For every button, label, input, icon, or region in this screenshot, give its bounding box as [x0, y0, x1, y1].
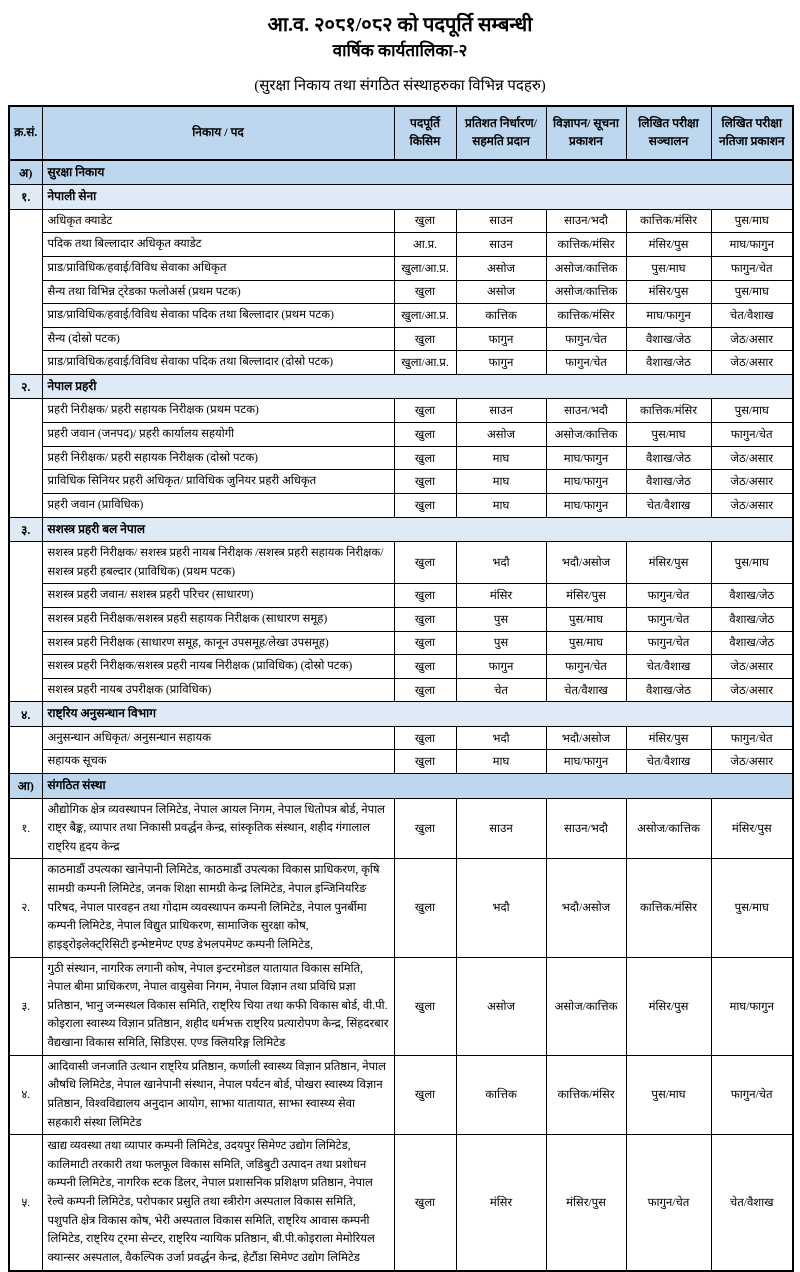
position-name-cell: सहायक सूचक — [42, 750, 394, 774]
position-name-cell: प्रहरी निरीक्षक/ प्रहरी सहायक निरीक्षक (प्रथम पटक) — [42, 399, 394, 423]
fill-type-cell: खुला — [394, 798, 456, 859]
fill-type-cell: खुला — [394, 957, 456, 1055]
advert-notice-cell: मंसिर/पुस — [546, 1135, 626, 1271]
result-publish-cell: वैशाख/जेठ — [711, 607, 793, 631]
result-publish-cell: माघ/फागुन — [711, 233, 793, 257]
serial-spacer-cell — [9, 399, 42, 517]
position-name-cell: अधिकृत क्याडेट — [42, 209, 394, 233]
percent-consent-cell: चेत — [456, 678, 546, 702]
col-header-body-position: निकाय / पद — [42, 106, 394, 160]
fill-type-cell: खुला — [394, 584, 456, 608]
fill-type-cell: खुला — [394, 1135, 456, 1271]
written-exam-cell: फागुन/चेत — [626, 631, 711, 655]
fill-type-cell: खुला — [394, 423, 456, 447]
serial-number-cell: ५. — [9, 1135, 42, 1271]
position-name-cell: सशस्त्र प्रहरी निरीक्षक/ सशस्त्र प्रहरी नायब निरीक्षक /सशस्त्र प्रहरी सहायक निरीक्षक/सशस्त्र प्रहरी हबल्दार (प्राविधिक) (प्रथम पटक) — [42, 542, 394, 584]
table-row — [9, 859, 793, 957]
table-row — [9, 423, 793, 447]
subsection-marker-cell: ४. — [9, 702, 42, 726]
written-exam-cell: वैशाख/जेठ — [626, 327, 711, 351]
table-row — [9, 280, 793, 304]
col-header-fill-type: पदपूर्ति किसिम — [394, 106, 456, 160]
written-exam-cell: वैशाख/जेठ — [626, 446, 711, 470]
percent-consent-cell: पुस — [456, 607, 546, 631]
result-publish-cell: जेठ/असार — [711, 678, 793, 702]
result-publish-cell: जेठ/असार — [711, 327, 793, 351]
fill-type-cell: खुला/आ.प्र. — [394, 256, 456, 280]
fill-type-cell: आ.प्र. — [394, 233, 456, 257]
table-row — [9, 233, 793, 257]
fill-type-cell: खुला — [394, 1055, 456, 1135]
table-row — [9, 351, 793, 375]
table-row — [9, 655, 793, 679]
subsection-title-cell: राष्ट्रिय अनुसन्धान विभाग — [42, 702, 793, 726]
advert-notice-cell: फागुन/चेत — [546, 655, 626, 679]
written-exam-cell: मंसिर/पुस — [626, 542, 711, 584]
written-exam-cell: वैशाख/जेठ — [626, 678, 711, 702]
advert-notice-cell: भदौ/असोज — [546, 542, 626, 584]
advert-notice-cell: फागुन/चेत — [546, 351, 626, 375]
advert-notice-cell: साउन/भदौ — [546, 798, 626, 859]
percent-consent-cell: मंसिर — [456, 584, 546, 608]
written-exam-cell: फागुन/चेत — [626, 607, 711, 631]
fill-type-cell: खुला — [394, 678, 456, 702]
fill-type-cell: खुला — [394, 446, 456, 470]
table-row — [9, 399, 793, 423]
result-publish-cell: वैशाख/जेठ — [711, 631, 793, 655]
advert-notice-cell: चेत/वैशाख — [546, 678, 626, 702]
position-name-cell: पदिक तथा बिल्लादार अधिकृत क्याडेट — [42, 233, 394, 257]
table-row — [9, 542, 793, 584]
advert-notice-cell: माघ/फागुन — [546, 750, 626, 774]
result-publish-cell: चेत/वैशाख — [711, 1135, 793, 1271]
percent-consent-cell: साउन — [456, 399, 546, 423]
advert-notice-cell: असोज/कात्तिक — [546, 256, 626, 280]
position-name-cell: सशस्त्र प्रहरी जवान/ सशस्त्र प्रहरी परिचर (साधारण) — [42, 584, 394, 608]
advert-notice-cell: मंसिर/पुस — [546, 584, 626, 608]
table-row — [9, 327, 793, 351]
position-name-cell: सशस्त्र प्रहरी निरीक्षक/सशस्त्र प्रहरी नायब निरीक्षक (प्राविधिक) (दोस्रो पटक) — [42, 655, 394, 679]
fill-type-cell: खुला — [394, 655, 456, 679]
position-name-cell: सशस्त्र प्रहरी नायब उपरीक्षक (प्राविधिक) — [42, 678, 394, 702]
document-title-line1: आ.व. २०८१/०८२ को पदपूर्ति सम्बन्धी — [267, 14, 533, 36]
fill-type-cell: खुला — [394, 859, 456, 957]
result-publish-cell: पुस/माघ — [711, 542, 793, 584]
result-publish-cell: जेठ/असार — [711, 470, 793, 494]
position-name-cell: सैन्य तथा विभिन्न ट्रेडका फलोअर्स (प्रथम पटक) — [42, 280, 394, 304]
table-row — [9, 256, 793, 280]
advert-notice-cell: पुस/माघ — [546, 631, 626, 655]
percent-consent-cell: साउन — [456, 209, 546, 233]
position-name-cell: सशस्त्र प्रहरी निरीक्षक/सशस्त्र प्रहरी सहायक निरीक्षक (साधारण समूह) — [42, 607, 394, 631]
serial-spacer-cell — [9, 209, 42, 374]
organization-list-cell: काठमाडौं उपत्यका खानेपानी लिमिटेड, काठमाडौं उपत्यका विकास प्राधिकरण, कृषि सामग्री कम्पनी लिमिटेड, जनक शिक्षा सामग्री केन्द्र लिमिटेड, नेपाल इन्जिनियरिङ परिषद, नेपाल पारवहन तथा गोदाम व्यवस्थापन कम्पनी लिमिटेड, नेपाल पुनर्बीमा कम्पनी लिमिटेड, नेपाल विद्युत प्राधिकरण, सामाजिक सुरक्षा कोष, हाइड्रोइलेक्ट्रिसिटी इन्भेष्टमेण्ट एण्ड डेभलपमेण्ट कम्पनी लिमिटेड, — [42, 859, 394, 957]
result-publish-cell: जेठ/असार — [711, 351, 793, 375]
table-row — [9, 678, 793, 702]
fill-type-cell: खुला/आ.प्र. — [394, 351, 456, 375]
advert-notice-cell: कात्तिक/मंसिर — [546, 1055, 626, 1135]
subsection-row — [9, 375, 793, 399]
section-row — [9, 774, 793, 798]
col-header-advert-notice: विज्ञापन/ सूचना प्रकाशन — [546, 106, 626, 160]
serial-number-cell: ४. — [9, 1055, 42, 1135]
percent-consent-cell: पुस — [456, 631, 546, 655]
advert-notice-cell: माघ/फागुन — [546, 446, 626, 470]
organization-list-cell: आदिवासी जनजाति उत्थान राष्ट्रिय प्रतिष्ठान, कर्णाली स्वास्थ्य विज्ञान प्रतिष्ठान, नेपाल औषधि लिमिटेड, नेपाल खानेपानी संस्थान, नेपाल पर्यटन बोर्ड, पोखरा स्वास्थ्य विज्ञान प्रतिष्ठान, विश्वविद्यालय अनुदान आयोग, साझा यातायात, साझा स्वास्थ्य सेवा सहकारी संस्था लिमिटेड — [42, 1055, 394, 1135]
percent-consent-cell: कात्तिक — [456, 1055, 546, 1135]
written-exam-cell: वैशाख/जेठ — [626, 470, 711, 494]
result-publish-cell: जेठ/असार — [711, 446, 793, 470]
percent-consent-cell: माघ — [456, 446, 546, 470]
result-publish-cell: पुस/माघ — [711, 859, 793, 957]
table-row — [9, 1135, 793, 1271]
written-exam-cell: मंसिर/पुस — [626, 957, 711, 1055]
percent-consent-cell: असोज — [456, 256, 546, 280]
fill-type-cell: खुला — [394, 470, 456, 494]
section-title-cell: संगठित संस्था — [42, 774, 793, 798]
result-publish-cell: फागुन/चेत — [711, 726, 793, 750]
fill-type-cell: खुला — [394, 607, 456, 631]
table-row — [9, 750, 793, 774]
col-header-percent-consent: प्रतिशत निर्धारण/ सहमति प्रदान — [456, 106, 546, 160]
subsection-title-cell: सशस्त्र प्रहरी बल नेपाल — [42, 517, 793, 541]
position-name-cell: प्राड/प्राविधिक/हवाई/विविध सेवाका पदिक तथा बिल्लादार (प्रथम पटक) — [42, 304, 394, 328]
recruitment-schedule-table — [8, 105, 794, 1272]
subsection-row — [9, 702, 793, 726]
table-row — [9, 493, 793, 517]
fill-type-cell: खुला — [394, 726, 456, 750]
advert-notice-cell: असोज/कात्तिक — [546, 957, 626, 1055]
written-exam-cell: कात्तिक/मंसिर — [626, 399, 711, 423]
position-name-cell: प्राड/प्राविधिक/हवाई/विविध सेवाका पदिक तथा बिल्लादार (दोस्रो पटक) — [42, 351, 394, 375]
written-exam-cell: चेत/वैशाख — [626, 655, 711, 679]
written-exam-cell: पुस/माघ — [626, 256, 711, 280]
serial-spacer-cell — [9, 726, 42, 773]
section-marker-cell: आ) — [9, 774, 42, 798]
subsection-row — [9, 517, 793, 541]
result-publish-cell: माघ/फागुन — [711, 957, 793, 1055]
subsection-marker-cell: १. — [9, 185, 42, 209]
table-row — [9, 209, 793, 233]
percent-consent-cell: साउन — [456, 798, 546, 859]
written-exam-cell: वैशाख/जेठ — [626, 351, 711, 375]
header-row — [9, 106, 793, 160]
document-subtitle: (सुरक्षा निकाय तथा संगठित संस्थाहरुका विभिन्न पदहरु) — [254, 77, 546, 94]
serial-spacer-cell — [9, 542, 42, 702]
result-publish-cell: वैशाख/जेठ — [711, 584, 793, 608]
table-header — [9, 106, 793, 160]
subsection-marker-cell: २. — [9, 375, 42, 399]
document-title-line2: वार्षिक कार्यतालिका-२ — [332, 41, 468, 60]
percent-consent-cell: भदौ — [456, 859, 546, 957]
percent-consent-cell: फागुन — [456, 351, 546, 375]
subsection-row — [9, 185, 793, 209]
percent-consent-cell: असोज — [456, 957, 546, 1055]
written-exam-cell: फागुन/चेत — [626, 584, 711, 608]
fill-type-cell: खुला/आ.प्र. — [394, 304, 456, 328]
col-header-written-exam: लिखित परीक्षा सञ्चालन — [626, 106, 711, 160]
advert-notice-cell: साउन/भदौ — [546, 399, 626, 423]
result-publish-cell: जेठ/असार — [711, 750, 793, 774]
result-publish-cell: जेठ/असार — [711, 655, 793, 679]
advert-notice-cell: कात्तिक/मंसिर — [546, 233, 626, 257]
result-publish-cell: फागुन/चेत — [711, 1055, 793, 1135]
section-marker-cell: अ) — [9, 160, 42, 185]
table-row — [9, 1055, 793, 1135]
result-publish-cell: पुस/माघ — [711, 209, 793, 233]
result-publish-cell: जेठ/असार — [711, 493, 793, 517]
written-exam-cell: पुस/माघ — [626, 423, 711, 447]
fill-type-cell: खुला — [394, 493, 456, 517]
written-exam-cell: माघ/फागुन — [626, 304, 711, 328]
table-row — [9, 607, 793, 631]
subsection-marker-cell: ३. — [9, 517, 42, 541]
written-exam-cell: पुस/माघ — [626, 1055, 711, 1135]
organization-list-cell: खाद्य व्यवस्था तथा व्यापार कम्पनी लिमिटेड, उदयपुर सिमेण्ट उद्योग लिमिटेड, कालिमाटी तरकारी तथा फलफूल विकास समिति, जडिबुटी उत्पादन तथा प्रशोधन कम्पनी लिमिटेड, नागरिक स्टक डिलर, नेपाल प्रशासनिक प्रशिक्षण प्रतिष्ठान, नेपाल रेल्वे कम्पनी लिमिटेड, परोपकार प्रसुति तथा स्त्रीरोग अस्पताल विकास समिति, पशुपति क्षेत्र विकास कोष, भेरी अस्पताल विकास समिति, राष्ट्रिय आवास कम्पनी लिमिटेड, राष्ट्रिय ट्रमा सेन्टर, राष्ट्रिय न्यायिक प्रतिष्ठान, बी.पी.कोइराला मेमोरियल क्यान्सर अस्पताल, वैकल्पिक उर्जा प्रवर्द्धन केन्द्र, हेटौंडा सिमेण्ट उद्योग लिमिटेड — [42, 1135, 394, 1271]
percent-consent-cell: माघ — [456, 750, 546, 774]
organization-list-cell: गुठी संस्थान, नागरिक लगानी कोष, नेपाल इन्टरमोडल यातायात विकास समिति, नेपाल बीमा प्राधिकरण, नेपाल वायुसेवा निगम, नेपाल विज्ञान तथा प्रविधि प्रज्ञा प्रतिष्ठान, भानु जन्मस्थल विकास समिति, राष्ट्रिय चिया तथा कफी विकास बोर्ड, वी.पी. कोइराला स्वास्थ्य विज्ञान प्रतिष्ठान, शहीद धर्मभक्त राष्ट्रिय प्रत्यारोपण केन्द्र, सिंहदरबार वैद्यखाना विकास समिति, सिडिएस. एण्ड क्लियरिङ्ग लिमिटेड — [42, 957, 394, 1055]
table-row — [9, 957, 793, 1055]
written-exam-cell: चेत/वैशाख — [626, 750, 711, 774]
fill-type-cell: खुला — [394, 399, 456, 423]
fill-type-cell: खुला — [394, 327, 456, 351]
advert-notice-cell: भदौ/असोज — [546, 859, 626, 957]
advert-notice-cell: माघ/फागुन — [546, 470, 626, 494]
result-publish-cell: पुस/माघ — [711, 399, 793, 423]
fill-type-cell: खुला — [394, 631, 456, 655]
serial-number-cell: २. — [9, 859, 42, 957]
fill-type-cell: खुला — [394, 750, 456, 774]
position-name-cell: सैन्य (दोस्रो पटक) — [42, 327, 394, 351]
organization-list-cell: औद्योगिक क्षेत्र व्यवस्थापन लिमिटेड, नेपाल आयल निगम, नेपाल धितोपत्र बोर्ड, नेपाल राष्ट्र बैङ्क, व्यापार तथा निकासी प्रवर्द्धन केन्द्र, सांस्कृतिक संस्थान, शहीद गंगालाल राष्ट्रिय हृदय केन्द्र — [42, 798, 394, 859]
result-publish-cell: पुस/माघ — [711, 280, 793, 304]
advert-notice-cell: फागुन/चेत — [546, 327, 626, 351]
advert-notice-cell: असोज/कात्तिक — [546, 423, 626, 447]
percent-consent-cell: मंसिर — [456, 1135, 546, 1271]
col-header-serial: क्र.सं. — [9, 106, 42, 160]
fill-type-cell: खुला — [394, 280, 456, 304]
written-exam-cell: मंसिर/पुस — [626, 726, 711, 750]
table-row — [9, 304, 793, 328]
percent-consent-cell: साउन — [456, 233, 546, 257]
advert-notice-cell: असोज/कात्तिक — [546, 280, 626, 304]
result-publish-cell: मंसिर/पुस — [711, 798, 793, 859]
percent-consent-cell: असोज — [456, 280, 546, 304]
written-exam-cell: मंसिर/पुस — [626, 233, 711, 257]
fill-type-cell: खुला — [394, 209, 456, 233]
percent-consent-cell: भदौ — [456, 726, 546, 750]
table-row — [9, 584, 793, 608]
result-publish-cell: फागुन/चेत — [711, 256, 793, 280]
percent-consent-cell: कात्तिक — [456, 304, 546, 328]
table-row — [9, 470, 793, 494]
fill-type-cell: खुला — [394, 542, 456, 584]
advert-notice-cell: भदौ/असोज — [546, 726, 626, 750]
table-body — [9, 160, 793, 1271]
written-exam-cell: कात्तिक/मंसिर — [626, 209, 711, 233]
written-exam-cell: मंसिर/पुस — [626, 280, 711, 304]
table-row — [9, 798, 793, 859]
title-block — [8, 8, 792, 95]
subsection-title-cell: नेपाल प्रहरी — [42, 375, 793, 399]
section-title-cell: सुरक्षा निकाय — [42, 160, 793, 185]
advert-notice-cell: पुस/माघ — [546, 607, 626, 631]
section-row — [9, 160, 793, 185]
percent-consent-cell: भदौ — [456, 542, 546, 584]
position-name-cell: सशस्त्र प्रहरी निरीक्षक (साधारण समूह, कानून उपसमूह/लेखा उपसमूह) — [42, 631, 394, 655]
col-header-result-publish: लिखित परीक्षा नतिजा प्रकाशन — [711, 106, 793, 160]
advert-notice-cell: साउन/भदौ — [546, 209, 626, 233]
written-exam-cell: फागुन/चेत — [626, 1135, 711, 1271]
position-name-cell: प्रहरी निरीक्षक/ प्रहरी सहायक निरीक्षक (दोस्रो पटक) — [42, 446, 394, 470]
position-name-cell: प्राड/प्राविधिक/हवाई/विविध सेवाका अधिकृत — [42, 256, 394, 280]
subsection-title-cell: नेपाली सेना — [42, 185, 793, 209]
position-name-cell: प्राविधिक सिनियर प्रहरी अधिकृत/ प्राविधिक जुनियर प्रहरी अधिकृत — [42, 470, 394, 494]
position-name-cell: अनुसन्धान अधिकृत/ अनुसन्धान सहायक — [42, 726, 394, 750]
advert-notice-cell: माघ/फागुन — [546, 493, 626, 517]
result-publish-cell: चेत/वैशाख — [711, 304, 793, 328]
advert-notice-cell: कात्तिक/मंसिर — [546, 304, 626, 328]
percent-consent-cell: फागुन — [456, 327, 546, 351]
written-exam-cell: कात्तिक/मंसिर — [626, 859, 711, 957]
written-exam-cell: असोज/कात्तिक — [626, 798, 711, 859]
table-row — [9, 631, 793, 655]
table-row — [9, 446, 793, 470]
percent-consent-cell: माघ — [456, 493, 546, 517]
table-row — [9, 726, 793, 750]
percent-consent-cell: असोज — [456, 423, 546, 447]
result-publish-cell: फागुन/चेत — [711, 423, 793, 447]
percent-consent-cell: माघ — [456, 470, 546, 494]
percent-consent-cell: फागुन — [456, 655, 546, 679]
position-name-cell: प्रहरी जवान (प्राविधिक) — [42, 493, 394, 517]
position-name-cell: प्रहरी जवान (जनपद)/ प्रहरी कार्यालय सहयोगी — [42, 423, 394, 447]
serial-number-cell: ३. — [9, 957, 42, 1055]
written-exam-cell: चेत/वैशाख — [626, 493, 711, 517]
serial-number-cell: १. — [9, 798, 42, 859]
